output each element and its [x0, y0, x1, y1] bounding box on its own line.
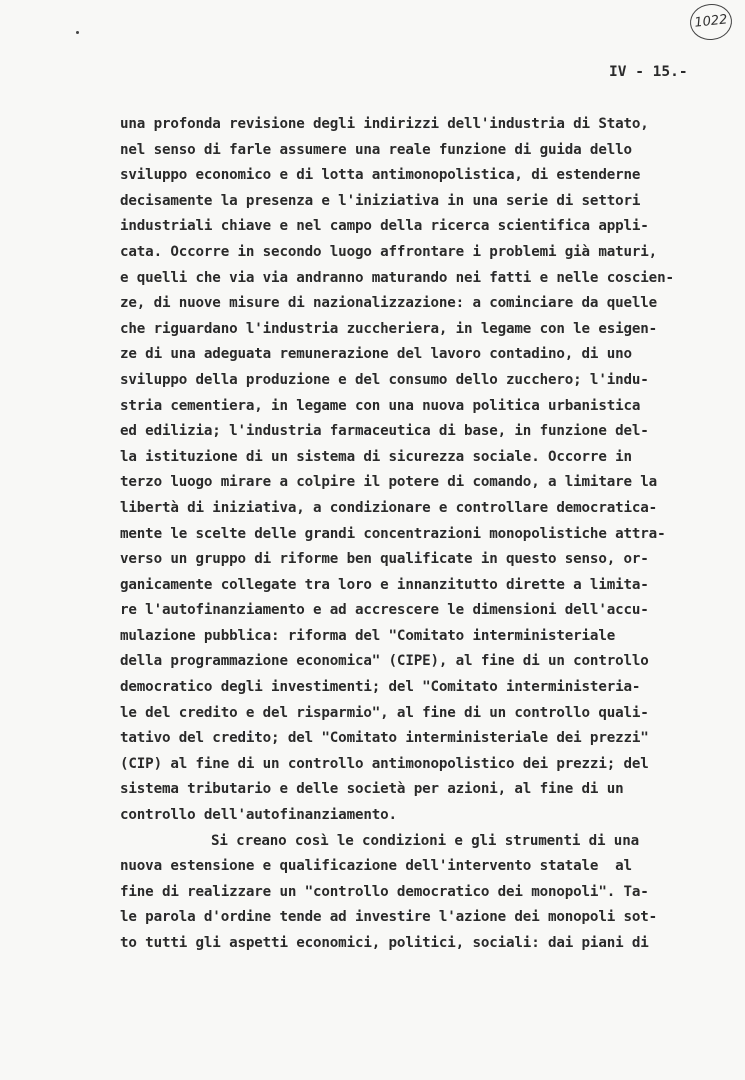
text-line: ed edilizia; l'industria farmaceutica di base, in funzione del-	[120, 423, 649, 440]
text-line: industriali chiave e nel campo della ricerca scientifica appli-	[120, 218, 649, 235]
text-line: stria cementiera, in legame con una nuova politica urbanistica	[120, 397, 641, 414]
text-line: mulazione pubblica: riforma del "Comitato interministeriale	[120, 627, 616, 644]
page-number: IV - 15.-	[609, 64, 688, 80]
text-line: che riguardano l'industria zuccheriera, in legame con le esigen-	[120, 320, 658, 337]
paper-speck	[76, 31, 79, 34]
text-line: nuova estensione e qualificazione dell'intervento statale al	[120, 858, 632, 875]
text-line: decisamente la presenza e l'iniziativa in una serie di settori	[120, 192, 641, 209]
text-line: verso un gruppo di riforme ben qualificate in questo senso, or-	[120, 551, 649, 568]
text-line: libertà di iniziativa, a condizionare e controllare democratica-	[120, 499, 658, 516]
text-line: la istituzione di un sistema di sicurezza sociale. Occorre in	[120, 448, 632, 465]
text-line: una profonda revisione degli indirizzi dell'industria di Stato,	[120, 116, 649, 132]
text-line: re l'autofinanziamento e ad accrescere le dimensioni dell'accu-	[120, 602, 649, 619]
text-line: to tutti gli aspetti economici, politici, sociali: dai piani di	[120, 935, 649, 951]
text-line: sviluppo economico e di lotta antimonopolistica, di estenderne	[120, 167, 641, 184]
text-line: della programmazione economica" (CIPE), al fine di un controllo	[120, 653, 649, 670]
text-line: democratico degli investimenti; del "Comitato interministeria-	[120, 679, 641, 696]
text-line: ganicamente collegate tra loro e innanzitutto dirette a limita-	[120, 576, 649, 593]
text-line: fine di realizzare un "controllo democratico dei monopoli". Ta-	[120, 883, 649, 900]
text-line: mente le scelte delle grandi concentrazioni monopolistiche attra-	[120, 525, 666, 542]
text-line: terzo luogo mirare a colpire il potere di comando, a limitare la	[120, 474, 658, 491]
text-line: (CIP) al fine di un controllo antimonopolistico dei prezzi; del	[120, 755, 649, 772]
text-line: le del credito e del risparmio", al fine di un controllo quali-	[120, 704, 649, 721]
text-line: e quelli che via via andranno maturando nei fatti e nelle coscien-	[120, 269, 674, 286]
text-line: controllo dell'autofinanziamento.	[120, 807, 397, 824]
text-line: sviluppo della produzione e del consumo dello zucchero; l'indu-	[120, 371, 649, 388]
text-line: nel senso di farle assumere una reale funzione di guida dello	[120, 141, 632, 158]
text-line: sistema tributario e delle società per azioni, al fine di un	[120, 781, 624, 798]
text-line: ze, di nuove misure di nazionalizzazione: a cominciare da quelle	[120, 295, 658, 312]
text-line: ze di una adeguata remunerazione del lavoro contadino, di uno	[120, 346, 632, 363]
text-line: tativo del credito; del "Comitato interministeriale dei prezzi"	[120, 730, 649, 747]
paragraph-first-line: Si creano così le condizioni e gli strumenti di una	[211, 832, 639, 849]
text-line: cata. Occorre in secondo luogo affrontare i problemi già maturi,	[120, 243, 658, 260]
body-text	[120, 112, 710, 957]
text-line: le parola d'ordine tende ad investire l'azione dei monopoli sot-	[120, 909, 658, 926]
archive-number-stamp: 1022	[688, 2, 734, 42]
